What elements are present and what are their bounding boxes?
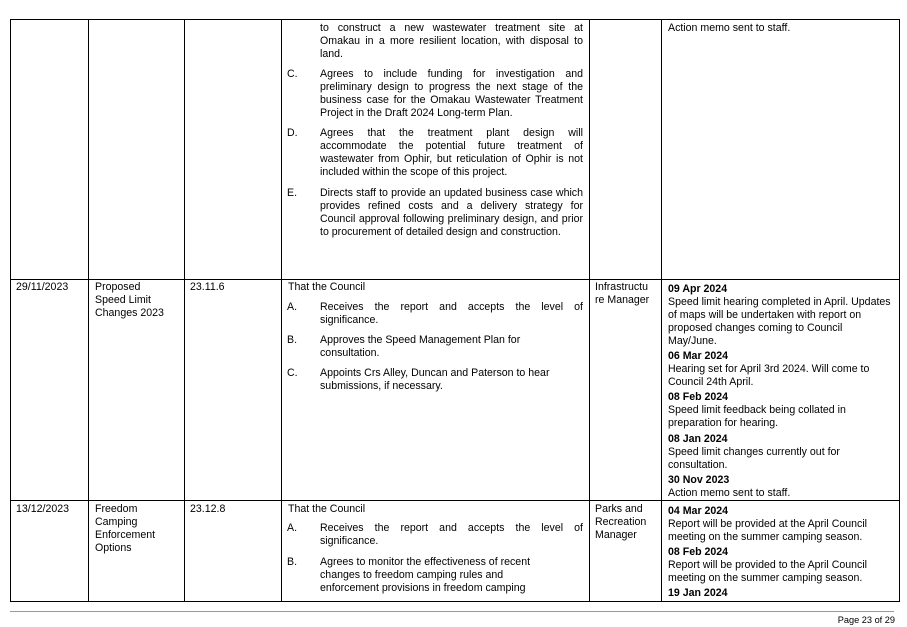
update-date: 08 Feb 2024	[668, 546, 729, 558]
update-text: Speed limit changes currently out for consultation.	[668, 446, 840, 471]
responsible-line: Infrastructu	[595, 281, 648, 293]
update-entry	[668, 433, 894, 472]
item-text: Appoints Crs Alley, Duncan and Paterson to hear submissions, if necessary.	[320, 367, 550, 392]
update-entry	[668, 587, 894, 600]
row-subject-line: Camping	[95, 516, 138, 528]
update-date: 09 Apr 2024	[668, 283, 728, 295]
item-text: Receives the report and accepts the level of significance.	[320, 301, 583, 326]
row-subject-line: Freedom	[95, 503, 138, 515]
page-number: Page 23 of 29	[837, 615, 895, 625]
item-letter: D.	[287, 127, 298, 139]
row-subject-line: Speed Limit	[95, 294, 151, 306]
update-date: 08 Feb 2024	[668, 391, 729, 403]
resolution-intro: That the Council	[288, 281, 366, 293]
update-text: Hearing set for April 3rd 2024. Will come to Council 24th April.	[668, 363, 870, 388]
responsible-line: Recreation	[595, 516, 647, 528]
row-date: 13/12/2023	[16, 503, 70, 515]
update-text: Speed limit feedback being collated in preparation for hearing.	[668, 404, 846, 429]
item-letter: E.	[287, 187, 298, 199]
update-entry	[668, 22, 894, 35]
update-entry	[668, 391, 894, 430]
item-letter: B.	[287, 556, 298, 568]
update-date: 04 Mar 2024	[668, 505, 729, 517]
update-text: Action memo sent to staff.	[668, 22, 791, 34]
update-date: 19 Jan 2024	[668, 587, 728, 599]
row-date: 29/11/2023	[16, 281, 69, 293]
update-text: Speed limit hearing completed in April. Updates of maps will be undertaken with report on proposed changes coming to Council May/June.	[668, 296, 891, 347]
update-text: Action memo sent to staff.	[668, 487, 791, 499]
update-entry	[668, 474, 894, 500]
row-subject-line: Proposed	[95, 281, 141, 293]
responsible-line: Parks and	[595, 503, 643, 515]
item-letter: A.	[287, 522, 298, 534]
row-reference: 23.12.8	[190, 503, 226, 515]
item-text: Approves the Speed Management Plan for consultation.	[320, 334, 521, 359]
responsible-line: re Manager	[595, 294, 650, 306]
row-subject-line: Options	[95, 542, 132, 554]
update-entry	[668, 546, 894, 585]
item-text: Directs staff to provide an updated business case which provides refined costs and a delivery strategy for Council approval following preliminary design, and prior to procurement of detailed design and construction.	[320, 187, 583, 238]
item-letter: C.	[287, 68, 298, 80]
row-reference: 23.11.6	[190, 281, 225, 293]
update-text: Report will be provided at the April Council meeting on the summer camping season.	[668, 518, 868, 543]
item-letter: A.	[287, 301, 298, 313]
item-letter: C.	[287, 367, 298, 379]
update-entry	[668, 283, 894, 348]
item-text: Agrees to monitor the effectiveness of recent changes to freedom camping rules and enforcement provisions in freedom camping	[320, 556, 531, 594]
update-date: 08 Jan 2024	[668, 433, 728, 445]
item-letter: B.	[287, 334, 298, 346]
update-entry	[668, 350, 894, 389]
row-subject-line: Changes 2023	[95, 307, 164, 319]
item-text: to construct a new wastewater treatment site at Omakau in a more resilient location, with disposal to land.	[320, 22, 583, 60]
item-text: Receives the report and accepts the level of significance.	[320, 522, 583, 547]
item-text: Agrees that the treatment plant design will accommodate the potential future treatment of wastewater from Ophir, but reticulation of Ophir is not included within the scope of this project.	[320, 127, 583, 178]
update-date: 30 Nov 2023	[668, 474, 730, 486]
footer-divider	[10, 611, 894, 612]
item-text: Agrees to include funding for investigation and preliminary design to progress the next stage of the business case for the Omakau Wastewater Treatment Project in the Draft 2024 Long-term Plan.	[320, 68, 583, 119]
row-subject-line: Enforcement	[95, 529, 156, 541]
responsible-line: Manager	[595, 529, 637, 541]
update-text: Report will be provided to the April Council meeting on the summer camping season.	[668, 559, 868, 584]
update-entry	[668, 505, 894, 544]
resolution-intro: That the Council	[288, 503, 366, 515]
update-date: 06 Mar 2024	[668, 350, 729, 362]
